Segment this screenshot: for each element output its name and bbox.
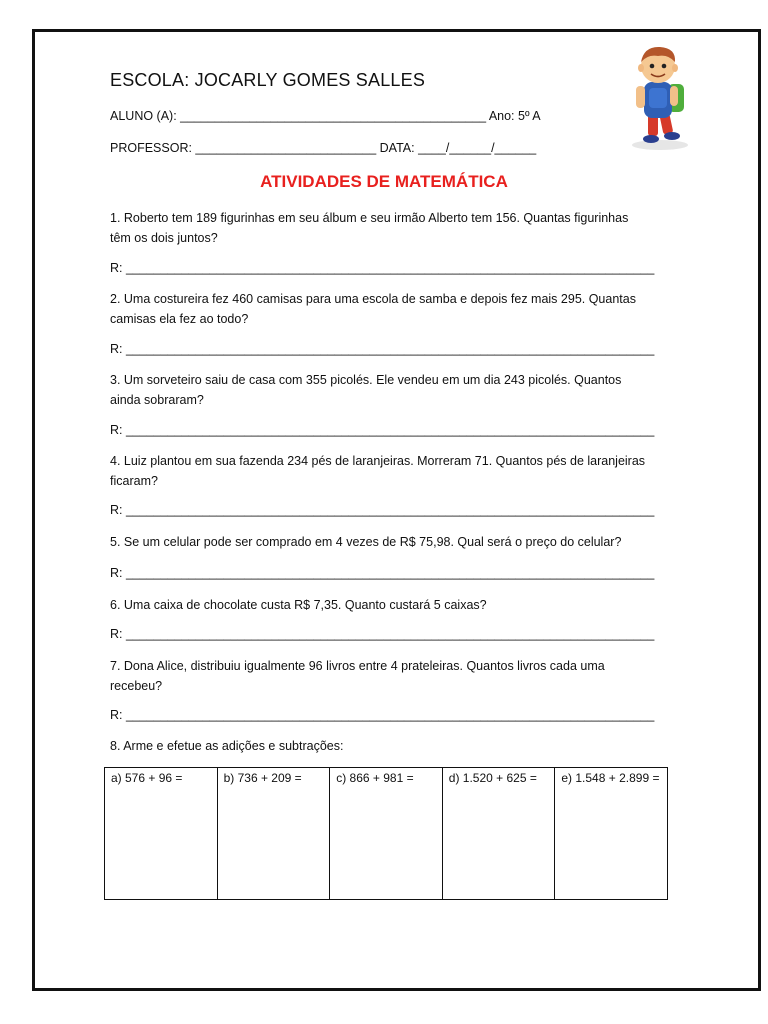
question-3: 3. Um sorveteiro saiu de casa com 355 picolés. Ele vendeu em um dia 243 picolés. Quantos ainda sobraram? — [110, 373, 622, 407]
question-5: 5. Se um celular pode ser comprado em 4 vezes de R$ 75,98. Qual será o preço do celular? — [110, 535, 622, 549]
answer-line-2: R: ____________________________________________________________________________ — [110, 342, 655, 356]
student-illustration — [630, 42, 690, 152]
exercise-8-instruction: 8. Arme e efetue as adições e subtrações: — [110, 739, 344, 753]
exercise-8-row — [105, 768, 668, 900]
exercise-cell-d: d) 1.520 + 625 = — [442, 768, 555, 900]
student-line: ALUNO (A): ____________________________________________ Ano: 5º A — [110, 109, 541, 123]
answer-line-3: R: ____________________________________________________________________________ — [110, 423, 655, 437]
exercise-cell-c: c) 866 + 981 = — [330, 768, 443, 900]
question-2: 2. Uma costureira fez 460 camisas para uma escola de samba e depois fez mais 295. Quantas camisas ela fez ao todo? — [110, 292, 636, 326]
teacher-line: PROFESSOR: __________________________ DATA: ____/______/______ — [110, 141, 537, 155]
exercise-cell-e: e) 1.548 + 2.899 = — [555, 768, 668, 900]
page-title: ATIVIDADES DE MATEMÁTICA — [260, 172, 508, 191]
answer-line-5: R: ____________________________________________________________________________ — [110, 566, 655, 580]
question-1: 1. Roberto tem 189 figurinhas em seu álbum e seu irmão Alberto tem 156. Quantas figurinhas têm os dois juntos? — [110, 211, 629, 245]
question-4: 4. Luiz plantou em sua fazenda 234 pés de laranjeiras. Morreram 71. Quantos pés de laranjeiras ficaram? — [110, 454, 646, 488]
answer-line-6: R: ____________________________________________________________________________ — [110, 627, 655, 641]
answer-line-7: R: ____________________________________________________________________________ — [110, 708, 655, 722]
answer-line-4: R: ____________________________________________________________________________ — [110, 503, 655, 517]
answer-line-1: R: ____________________________________________________________________________ — [110, 261, 655, 275]
exercise-cell-b: b) 736 + 209 = — [217, 768, 330, 900]
exercise-8-grid — [104, 767, 668, 900]
question-7: 7. Dona Alice, distribuiu igualmente 96 livros entre 4 prateleiras. Quantos livros cada uma recebeu? — [110, 659, 605, 693]
question-6: 6. Uma caixa de chocolate custa R$ 7,35. Quanto custará 5 caixas? — [110, 598, 487, 612]
school-name: ESCOLA: JOCARLY GOMES SALLES — [110, 70, 426, 90]
exercise-cell-a: a) 576 + 96 = — [105, 768, 218, 900]
